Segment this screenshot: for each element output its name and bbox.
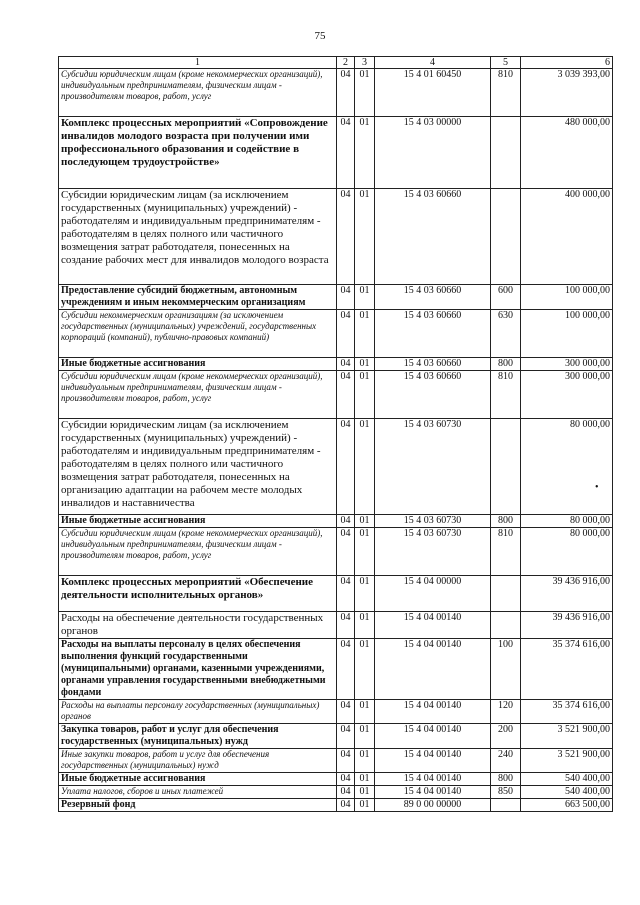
- expense-type-code: 850: [491, 786, 521, 799]
- row-description: Субсидии юридическим лицам (кроме некоммерческих организаций), индивидуальным предпринимателям, физическим лицам - производителям товаров, работ, услуг: [59, 371, 337, 419]
- page-number: 75: [314, 30, 326, 42]
- section-code: 04: [337, 749, 355, 773]
- amount: 540 400,00: [521, 773, 613, 786]
- amount: 100 000,00: [521, 285, 613, 310]
- amount: 300 000,00: [521, 371, 613, 419]
- target-article-code: 15 4 03 60660: [375, 285, 491, 310]
- amount: 80 000,00: [521, 419, 613, 515]
- subsection-code: 01: [355, 612, 375, 639]
- table-row: [59, 189, 613, 285]
- column-header: 4: [375, 57, 491, 69]
- table-row: [59, 700, 613, 724]
- subsection-code: 01: [355, 310, 375, 358]
- section-code: 04: [337, 612, 355, 639]
- table-row: [59, 358, 613, 371]
- table-row: [59, 786, 613, 799]
- target-article-code: 15 4 03 60660: [375, 371, 491, 419]
- target-article-code: 89 0 00 00000: [375, 799, 491, 812]
- amount: 3 521 900,00: [521, 724, 613, 749]
- expense-type-code: [491, 117, 521, 189]
- table-row: [59, 371, 613, 419]
- row-description: Иные бюджетные ассигнования: [59, 515, 337, 528]
- target-article-code: 15 4 03 00000: [375, 117, 491, 189]
- expense-type-code: [491, 189, 521, 285]
- subsection-code: 01: [355, 189, 375, 285]
- row-description: Субсидии юридическим лицам (за исключением государственных (муниципальных) учреждений) - работодателям и индивидуальным предпринимателям - работодателям в целях полного или частичного возмещения затрат работодателя, понесенных на создание рабочих мест для инвалидов молодого возраста: [59, 189, 337, 285]
- table-row: [59, 285, 613, 310]
- table-row: [59, 773, 613, 786]
- amount: 3 521 900,00: [521, 749, 613, 773]
- target-article-code: 15 4 04 00140: [375, 786, 491, 799]
- section-code: 04: [337, 799, 355, 812]
- table-row: [59, 310, 613, 358]
- target-article-code: 15 4 03 60660: [375, 310, 491, 358]
- expense-type-code: 120: [491, 700, 521, 724]
- column-header: 6: [521, 57, 613, 69]
- expense-type-code: 810: [491, 69, 521, 117]
- table-row: [59, 576, 613, 612]
- section-code: 04: [337, 371, 355, 419]
- row-description: Уплата налогов, сборов и иных платежей: [59, 786, 337, 799]
- subsection-code: 01: [355, 528, 375, 576]
- row-description: Предоставление субсидий бюджетным, автономным учреждениям и иным некоммерческим организациям: [59, 285, 337, 310]
- section-code: 04: [337, 773, 355, 786]
- expense-type-code: 630: [491, 310, 521, 358]
- table-row: [59, 724, 613, 749]
- amount: 100 000,00: [521, 310, 613, 358]
- table-header-row: [59, 57, 613, 69]
- row-description: Иные бюджетные ассигнования: [59, 773, 337, 786]
- column-header: 3: [355, 57, 375, 69]
- section-code: 04: [337, 310, 355, 358]
- column-header: 1: [59, 57, 337, 69]
- row-description: Комплекс процессных мероприятий «Сопровождение инвалидов молодого возраста при получении ими профессионального образования и содействие в последующем трудоустройстве»: [59, 117, 337, 189]
- subsection-code: 01: [355, 358, 375, 371]
- expense-type-code: 810: [491, 528, 521, 576]
- amount: 80 000,00: [521, 515, 613, 528]
- column-header: 2: [337, 57, 355, 69]
- table-row: [59, 749, 613, 773]
- target-article-code: 15 4 04 00140: [375, 700, 491, 724]
- section-code: 04: [337, 786, 355, 799]
- table-row: [59, 639, 613, 700]
- subsection-code: 01: [355, 69, 375, 117]
- target-article-code: 15 4 04 00000: [375, 576, 491, 612]
- section-code: 04: [337, 528, 355, 576]
- amount: 540 400,00: [521, 786, 613, 799]
- row-description: Субсидии юридическим лицам (кроме некоммерческих организаций), индивидуальным предпринимателям, физическим лицам - производителям товаров, работ, услуг: [59, 69, 337, 117]
- section-code: 04: [337, 117, 355, 189]
- subsection-code: 01: [355, 724, 375, 749]
- subsection-code: 01: [355, 576, 375, 612]
- section-code: 04: [337, 639, 355, 700]
- amount: 39 436 916,00: [521, 576, 613, 612]
- subsection-code: 01: [355, 700, 375, 724]
- target-article-code: 15 4 04 00140: [375, 749, 491, 773]
- table-row: [59, 528, 613, 576]
- table-row: [59, 799, 613, 812]
- expense-type-code: [491, 612, 521, 639]
- expense-type-code: 200: [491, 724, 521, 749]
- section-code: 04: [337, 69, 355, 117]
- row-description: Иные закупки товаров, работ и услуг для обеспечения государственных (муниципальных) нужд: [59, 749, 337, 773]
- row-description: Расходы на выплаты персоналу государственных (муниципальных) органов: [59, 700, 337, 724]
- subsection-code: 01: [355, 117, 375, 189]
- expense-type-code: [491, 576, 521, 612]
- stray-mark: •: [595, 482, 599, 493]
- target-article-code: 15 4 04 00140: [375, 724, 491, 749]
- target-article-code: 15 4 04 00140: [375, 639, 491, 700]
- table-row: [59, 515, 613, 528]
- expense-type-code: 810: [491, 371, 521, 419]
- expense-type-code: 100: [491, 639, 521, 700]
- section-code: 04: [337, 724, 355, 749]
- expense-type-code: 240: [491, 749, 521, 773]
- table-row: [59, 69, 613, 117]
- target-article-code: 15 4 01 60450: [375, 69, 491, 117]
- amount: 35 374 616,00: [521, 700, 613, 724]
- subsection-code: 01: [355, 773, 375, 786]
- expense-type-code: 800: [491, 515, 521, 528]
- table-row: [59, 612, 613, 639]
- section-code: 04: [337, 358, 355, 371]
- expense-type-code: [491, 419, 521, 515]
- expense-type-code: 800: [491, 358, 521, 371]
- target-article-code: 15 4 03 60730: [375, 515, 491, 528]
- subsection-code: 01: [355, 639, 375, 700]
- amount: 400 000,00: [521, 189, 613, 285]
- subsection-code: 01: [355, 419, 375, 515]
- section-code: 04: [337, 419, 355, 515]
- budget-table: [58, 56, 613, 812]
- table-row: [59, 117, 613, 189]
- subsection-code: 01: [355, 786, 375, 799]
- expense-type-code: 600: [491, 285, 521, 310]
- target-article-code: 15 4 04 00140: [375, 612, 491, 639]
- expense-type-code: 800: [491, 773, 521, 786]
- row-description: Расходы на обеспечение деятельности государственных органов: [59, 612, 337, 639]
- section-code: 04: [337, 700, 355, 724]
- target-article-code: 15 4 03 60730: [375, 419, 491, 515]
- table-row: [59, 419, 613, 515]
- target-article-code: 15 4 04 00140: [375, 773, 491, 786]
- row-description: Субсидии юридическим лицам (кроме некоммерческих организаций), индивидуальным предпринимателям, физическим лицам - производителям товаров, работ, услуг: [59, 528, 337, 576]
- amount: 480 000,00: [521, 117, 613, 189]
- subsection-code: 01: [355, 749, 375, 773]
- amount: 300 000,00: [521, 358, 613, 371]
- row-description: Комплекс процессных мероприятий «Обеспечение деятельности исполнительных органов»: [59, 576, 337, 612]
- amount: 80 000,00: [521, 528, 613, 576]
- amount: 35 374 616,00: [521, 639, 613, 700]
- subsection-code: 01: [355, 285, 375, 310]
- subsection-code: 01: [355, 515, 375, 528]
- amount: 3 039 393,00: [521, 69, 613, 117]
- subsection-code: 01: [355, 799, 375, 812]
- amount: 39 436 916,00: [521, 612, 613, 639]
- target-article-code: 15 4 03 60660: [375, 358, 491, 371]
- row-description: Иные бюджетные ассигнования: [59, 358, 337, 371]
- target-article-code: 15 4 03 60730: [375, 528, 491, 576]
- expense-type-code: [491, 799, 521, 812]
- section-code: 04: [337, 189, 355, 285]
- subsection-code: 01: [355, 371, 375, 419]
- row-description: Резервный фонд: [59, 799, 337, 812]
- section-code: 04: [337, 576, 355, 612]
- column-header: 5: [491, 57, 521, 69]
- row-description: Субсидии юридическим лицам (за исключением государственных (муниципальных) учреждений) - работодателям и индивидуальным предпринимателям - работодателям в целях полного или частичного возмещения затрат работодателя, понесенных на организацию адаптации на рабочем месте молодых инвалидов и наставничества: [59, 419, 337, 515]
- row-description: Расходы на выплаты персоналу в целях обеспечения выполнения функций государственными (муниципальными) органами, казенными учреждениями, органами управления государственными внебюджетными фондами: [59, 639, 337, 700]
- row-description: Субсидии некоммерческим организациям (за исключением государственных (муниципальных) учреждений, государственных корпораций (компаний), публично-правовых компаний): [59, 310, 337, 358]
- target-article-code: 15 4 03 60660: [375, 189, 491, 285]
- amount: 663 500,00: [521, 799, 613, 812]
- section-code: 04: [337, 285, 355, 310]
- row-description: Закупка товаров, работ и услуг для обеспечения государственных (муниципальных) нужд: [59, 724, 337, 749]
- section-code: 04: [337, 515, 355, 528]
